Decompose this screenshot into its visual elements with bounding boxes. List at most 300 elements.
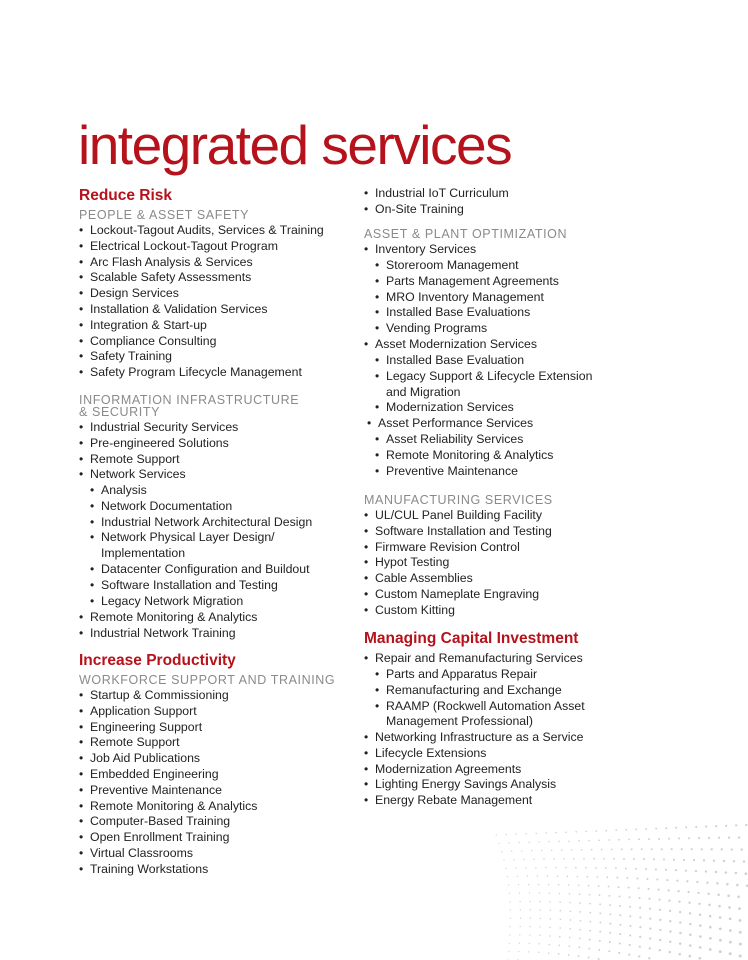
decorative-dot bbox=[719, 916, 722, 919]
decorative-dot bbox=[659, 939, 661, 941]
decorative-dot bbox=[658, 889, 660, 891]
decorative-dot bbox=[508, 884, 509, 885]
decorative-dot bbox=[559, 927, 561, 929]
decorative-dot bbox=[639, 936, 641, 938]
decorative-dot bbox=[629, 925, 631, 927]
list-item: • Industrial Network Training bbox=[90, 626, 236, 642]
decorative-dot bbox=[510, 909, 511, 910]
list-item: • Asset Modernization Services bbox=[375, 337, 537, 353]
decorative-dot bbox=[518, 884, 519, 885]
list-item: • Job Aid Publications bbox=[90, 751, 200, 767]
list-item: • RAAMP (Rockwell Automation Asset bbox=[386, 699, 585, 715]
decorative-dot bbox=[695, 826, 697, 828]
list-item: • Remote Monitoring & Analytics bbox=[386, 448, 553, 464]
decorative-dot bbox=[739, 943, 742, 946]
list-item: • Firmware Revision Control bbox=[375, 540, 520, 556]
decorative-dot bbox=[648, 957, 650, 959]
list-item: • MRO Inventory Management bbox=[386, 290, 544, 306]
decorative-dot bbox=[549, 944, 551, 946]
decorative-dot bbox=[618, 839, 620, 841]
decorative-dot bbox=[729, 941, 732, 944]
decorative-dot bbox=[678, 837, 680, 839]
decorative-dot bbox=[649, 937, 651, 939]
decorative-dot bbox=[578, 946, 580, 948]
decorative-dot bbox=[538, 841, 539, 842]
decorative-dot bbox=[693, 859, 695, 861]
decorative-dot bbox=[608, 886, 610, 888]
decorative-dot bbox=[609, 913, 611, 915]
list-item: and Migration bbox=[386, 384, 461, 399]
decorative-dot bbox=[548, 841, 549, 842]
decorative-dot bbox=[676, 880, 678, 882]
list-item: • Integration & Start-up bbox=[90, 318, 207, 334]
decorative-dot bbox=[626, 877, 628, 879]
decorative-dot bbox=[516, 834, 517, 835]
decorative-dot bbox=[619, 914, 621, 916]
decorative-dot bbox=[549, 901, 550, 902]
decorative-dot bbox=[560, 919, 562, 921]
decorative-dot bbox=[689, 934, 692, 937]
decorative-dot bbox=[669, 951, 671, 953]
decorative-dot bbox=[540, 909, 541, 910]
decorative-dot bbox=[530, 918, 531, 919]
decorative-dot bbox=[570, 919, 572, 921]
decorative-dot bbox=[725, 871, 727, 873]
decorative-dot bbox=[558, 884, 560, 886]
section-heading-reduce-risk: Reduce Risk bbox=[79, 187, 173, 204]
decorative-dot bbox=[729, 929, 732, 932]
decorative-dot bbox=[745, 824, 747, 826]
decorative-dot bbox=[583, 858, 585, 860]
list-item: • Inventory Services bbox=[375, 242, 476, 258]
decorative-dot bbox=[579, 938, 581, 940]
list-item: • Custom Kitting bbox=[375, 603, 455, 619]
decorative-dot bbox=[728, 906, 731, 909]
decorative-dot bbox=[629, 915, 631, 917]
decorative-dot bbox=[518, 842, 519, 843]
decorative-dot bbox=[520, 926, 521, 927]
list-item: • Legacy Support & Lifecycle Extension bbox=[386, 369, 592, 385]
decorative-dot bbox=[605, 830, 607, 832]
decorative-dot bbox=[568, 884, 570, 886]
decorative-dot bbox=[519, 901, 520, 902]
list-item: • Embedded Engineering bbox=[90, 767, 219, 783]
decorative-dot bbox=[696, 881, 698, 883]
list-item: • Installed Base Evaluation bbox=[386, 353, 524, 369]
decorative-dot bbox=[679, 953, 682, 956]
decorative-dot bbox=[526, 833, 527, 834]
list-item: • Networking Infrastructure as a Service bbox=[375, 730, 583, 746]
list-item: • Storeroom Management bbox=[386, 258, 519, 274]
decorative-dot bbox=[679, 942, 682, 945]
decorative-dot bbox=[549, 892, 550, 893]
decorative-dot bbox=[563, 858, 565, 860]
decorative-dot bbox=[508, 951, 509, 952]
decorative-dot bbox=[619, 905, 621, 907]
decorative-dot bbox=[531, 850, 532, 851]
list-item: • Custom Nameplate Engraving bbox=[375, 587, 539, 603]
list-item: • Remanufacturing and Exchange bbox=[386, 683, 562, 699]
decorative-dot bbox=[589, 912, 591, 914]
decorative-dot bbox=[569, 937, 571, 939]
decorative-dot bbox=[548, 884, 549, 885]
decorative-dot bbox=[573, 858, 575, 860]
decorative-dot bbox=[719, 927, 722, 930]
decorative-dot bbox=[645, 828, 647, 830]
decorative-dot bbox=[619, 942, 621, 944]
decorative-dot bbox=[628, 954, 630, 956]
decorative-dot bbox=[675, 869, 677, 871]
decorative-dot bbox=[529, 943, 530, 944]
decorative-dot bbox=[697, 892, 699, 894]
decorative-dot bbox=[669, 910, 671, 912]
list-item: • Preventive Maintenance bbox=[90, 783, 222, 799]
decorative-dot bbox=[513, 859, 514, 860]
decorative-dot bbox=[719, 950, 722, 953]
decorative-dot bbox=[625, 868, 627, 870]
decorative-dot bbox=[668, 838, 670, 840]
decorative-dot bbox=[673, 859, 675, 861]
decorative-dot bbox=[538, 884, 539, 885]
subheading-workforce-support: WORKFORCE SUPPORT AND TRAINING bbox=[79, 673, 336, 687]
decorative-dot bbox=[681, 848, 683, 850]
decorative-dot bbox=[588, 885, 590, 887]
decorative-dot bbox=[589, 903, 591, 905]
decorative-dot bbox=[685, 870, 687, 872]
subheading-people-asset-safety: PEOPLE & ASSET SAFETY bbox=[79, 208, 250, 222]
decorative-dot bbox=[663, 858, 665, 860]
decorative-dot bbox=[553, 858, 554, 859]
list-item: • Remote Support bbox=[90, 452, 180, 468]
list-item: Implementation bbox=[101, 546, 186, 561]
decorative-dot bbox=[738, 836, 740, 838]
decorative-dot bbox=[588, 840, 590, 842]
decorative-dot bbox=[658, 899, 660, 901]
decorative-dot bbox=[539, 935, 540, 936]
decorative-dot bbox=[509, 893, 510, 894]
decorative-dot bbox=[501, 851, 502, 852]
decorative-dot bbox=[639, 946, 641, 948]
decorative-dot bbox=[636, 878, 638, 880]
decorative-dot bbox=[709, 915, 712, 918]
decorative-dot bbox=[699, 946, 702, 949]
decorative-dot bbox=[601, 849, 603, 851]
decorative-dot bbox=[599, 903, 601, 905]
list-item: • Hypot Testing bbox=[375, 555, 449, 571]
decorative-dot bbox=[721, 848, 723, 850]
section-heading-increase-productivity: Increase Productivity bbox=[79, 652, 236, 669]
decorative-dot bbox=[707, 893, 709, 895]
decorative-dot bbox=[590, 921, 592, 923]
decorative-dot bbox=[523, 859, 524, 860]
decorative-dot bbox=[569, 902, 571, 904]
decorative-dot bbox=[703, 859, 705, 861]
decorative-dot bbox=[669, 930, 671, 932]
decorative-dot bbox=[688, 837, 690, 839]
decorative-dot bbox=[530, 909, 531, 910]
list-item: • Virtual Classrooms bbox=[90, 846, 193, 862]
list-item: • Modernization Services bbox=[386, 400, 514, 416]
decorative-dot bbox=[625, 829, 627, 831]
decorative-dot bbox=[499, 843, 500, 844]
decorative-dot bbox=[739, 955, 742, 958]
list-item: • Repair and Remanufacturing Services bbox=[375, 651, 583, 667]
section-heading-managing-capital: Managing Capital Investment bbox=[364, 630, 579, 647]
subheading-information-infrastructure: INFORMATION INFRASTRUCTURE bbox=[79, 393, 300, 407]
decorative-dot bbox=[731, 848, 733, 850]
decorative-dot bbox=[527, 876, 528, 877]
decorative-dot bbox=[598, 885, 600, 887]
decorative-dot bbox=[575, 867, 577, 869]
list-item: • Lockout-Tagout Audits, Services & Training bbox=[90, 223, 324, 239]
decorative-dot bbox=[585, 867, 587, 869]
decorative-dot bbox=[709, 937, 712, 940]
page-title: integrated services bbox=[78, 114, 512, 176]
decorative-dot bbox=[713, 860, 715, 862]
decorative-dot bbox=[735, 872, 737, 874]
decorative-dot bbox=[568, 840, 570, 842]
decorative-dot bbox=[559, 901, 561, 903]
list-item: • Electrical Lockout-Tagout Program bbox=[90, 239, 278, 255]
decorative-dot bbox=[738, 907, 741, 910]
decorative-dot bbox=[585, 831, 587, 833]
list-item: • Legacy Network Migration bbox=[101, 594, 243, 610]
decorative-dot bbox=[655, 828, 657, 830]
decorative-dot bbox=[541, 850, 542, 851]
decorative-dot bbox=[679, 921, 681, 923]
decorative-dot bbox=[558, 953, 560, 955]
decorative-dot bbox=[668, 899, 670, 901]
decorative-dot bbox=[716, 882, 718, 884]
list-item: • Safety Training bbox=[90, 349, 172, 365]
decorative-dot bbox=[517, 876, 518, 877]
list-item: • Datacenter Configuration and Buildout bbox=[101, 562, 310, 578]
decorative-dot bbox=[623, 858, 625, 860]
decorative-dot bbox=[645, 868, 647, 870]
decorative-dot bbox=[545, 867, 546, 868]
decorative-dot bbox=[561, 849, 563, 851]
decorative-dot bbox=[579, 911, 581, 913]
decorative-dot bbox=[658, 838, 660, 840]
decorative-dot bbox=[688, 955, 691, 958]
decorative-dot bbox=[719, 939, 722, 942]
decorative-dot bbox=[611, 849, 613, 851]
decorative-dot bbox=[709, 948, 712, 951]
decorative-dot bbox=[496, 834, 497, 835]
decorative-dot bbox=[519, 934, 520, 935]
decorative-dot bbox=[618, 886, 620, 888]
list-item: • Software Installation and Testing bbox=[375, 524, 552, 540]
decorative-dot bbox=[519, 892, 520, 893]
decorative-dot bbox=[579, 902, 581, 904]
list-item: • Industrial Security Services bbox=[90, 420, 238, 436]
decorative-dot bbox=[589, 930, 591, 932]
decorative-dot bbox=[568, 945, 570, 947]
decorative-dot-pattern bbox=[488, 810, 748, 960]
decorative-dot bbox=[705, 870, 707, 872]
list-item: • Engineering Support bbox=[90, 720, 202, 736]
decorative-dot bbox=[745, 872, 748, 875]
decorative-dot bbox=[578, 884, 580, 886]
decorative-dot bbox=[511, 851, 512, 852]
decorative-dot bbox=[683, 859, 685, 861]
decorative-dot bbox=[671, 848, 673, 850]
decorative-dot bbox=[597, 876, 599, 878]
decorative-dot bbox=[599, 940, 601, 942]
decorative-dot bbox=[605, 867, 607, 869]
decorative-dot bbox=[736, 884, 739, 887]
decorative-dot bbox=[539, 901, 540, 902]
decorative-dot bbox=[621, 848, 623, 850]
decorative-dot bbox=[727, 895, 730, 898]
decorative-dot bbox=[580, 920, 582, 922]
decorative-dot bbox=[739, 931, 742, 934]
decorative-dot bbox=[638, 955, 640, 957]
decorative-dot bbox=[589, 939, 591, 941]
list-item: • UL/CUL Panel Building Facility bbox=[375, 508, 542, 524]
decorative-dot bbox=[569, 928, 571, 930]
decorative-dot bbox=[708, 837, 710, 839]
list-item: • Network Documentation bbox=[101, 499, 232, 515]
decorative-dot bbox=[659, 949, 661, 951]
decorative-dot bbox=[529, 901, 530, 902]
decorative-dot bbox=[668, 889, 670, 891]
decorative-dot bbox=[711, 848, 713, 850]
decorative-dot bbox=[659, 919, 661, 921]
decorative-dot bbox=[557, 875, 559, 877]
list-item: • Compliance Consulting bbox=[90, 334, 216, 350]
decorative-dot bbox=[649, 908, 651, 910]
decorative-dot bbox=[695, 870, 697, 872]
decorative-dot bbox=[550, 918, 552, 920]
decorative-dot bbox=[533, 859, 534, 860]
decorative-dot bbox=[529, 934, 530, 935]
decorative-dot bbox=[633, 858, 635, 860]
decorative-dot bbox=[559, 936, 561, 938]
list-item: • Safety Program Lifecycle Management bbox=[90, 365, 302, 381]
decorative-dot bbox=[579, 893, 581, 895]
list-item: • Asset Reliability Services bbox=[386, 432, 523, 448]
decorative-dot bbox=[635, 868, 637, 870]
decorative-dot bbox=[698, 837, 700, 839]
decorative-dot bbox=[677, 890, 679, 892]
decorative-dot bbox=[638, 838, 640, 840]
list-item: • Parts and Apparatus Repair bbox=[386, 667, 537, 683]
list-item: • Asset Performance Services bbox=[378, 416, 533, 432]
list-item: • Industrial IoT Curriculum bbox=[375, 186, 509, 202]
decorative-dot bbox=[679, 932, 681, 934]
decorative-dot bbox=[735, 824, 737, 826]
decorative-dot bbox=[619, 933, 621, 935]
decorative-dot bbox=[646, 878, 648, 880]
decorative-dot bbox=[699, 924, 702, 927]
decorative-dot bbox=[569, 910, 571, 912]
decorative-dot bbox=[515, 867, 516, 868]
list-item: • Scalable Safety Assessments bbox=[90, 270, 251, 286]
decorative-dot bbox=[558, 944, 560, 946]
decorative-dot bbox=[530, 926, 531, 927]
decorative-dot bbox=[729, 918, 732, 921]
decorative-dot bbox=[609, 895, 611, 897]
decorative-dot bbox=[608, 839, 610, 841]
list-item: • Energy Rebate Management bbox=[375, 793, 532, 809]
decorative-dot bbox=[639, 907, 641, 909]
decorative-dot bbox=[539, 892, 540, 893]
decorative-dot bbox=[659, 909, 661, 911]
decorative-dot bbox=[510, 926, 511, 927]
decorative-dot bbox=[619, 924, 621, 926]
decorative-dot bbox=[678, 900, 680, 902]
decorative-dot bbox=[718, 837, 720, 839]
decorative-dot bbox=[609, 941, 611, 943]
decorative-dot bbox=[579, 929, 581, 931]
decorative-dot bbox=[598, 949, 600, 951]
decorative-dot bbox=[666, 879, 668, 881]
decorative-dot bbox=[560, 910, 562, 912]
decorative-dot bbox=[565, 831, 567, 833]
decorative-dot bbox=[505, 868, 506, 869]
decorative-dot bbox=[599, 922, 601, 924]
decorative-dot bbox=[691, 848, 693, 850]
decorative-dot bbox=[649, 927, 651, 929]
decorative-dot bbox=[659, 929, 661, 931]
list-item: • Cable Assemblies bbox=[375, 571, 473, 587]
decorative-dot bbox=[588, 948, 590, 950]
decorative-dot bbox=[528, 842, 529, 843]
decorative-dot bbox=[741, 848, 743, 850]
decorative-dot bbox=[521, 850, 522, 851]
decorative-dot bbox=[545, 832, 546, 833]
decorative-dot bbox=[689, 912, 691, 914]
decorative-dot bbox=[520, 918, 521, 919]
list-item: • Analysis bbox=[101, 483, 147, 499]
decorative-dot bbox=[628, 839, 630, 841]
decorative-dot bbox=[587, 876, 589, 878]
decorative-dot bbox=[588, 957, 590, 959]
decorative-dot bbox=[709, 926, 712, 929]
list-item: • Training Workstations bbox=[90, 862, 208, 878]
decorative-dot bbox=[718, 905, 721, 908]
decorative-dot bbox=[550, 910, 551, 911]
decorative-dot bbox=[559, 893, 561, 895]
list-item: • Pre-engineered Solutions bbox=[90, 436, 229, 452]
decorative-dot bbox=[675, 827, 677, 829]
list-item: • Lifecycle Extensions bbox=[375, 746, 486, 762]
decorative-dot bbox=[729, 952, 732, 955]
decorative-dot bbox=[558, 841, 559, 842]
decorative-dot bbox=[615, 829, 617, 831]
list-item: • Installed Base Evaluations bbox=[386, 305, 530, 321]
decorative-dot bbox=[507, 876, 508, 877]
decorative-dot bbox=[653, 858, 655, 860]
decorative-dot bbox=[537, 875, 538, 876]
decorative-dot bbox=[689, 944, 692, 947]
decorative-dot bbox=[540, 918, 541, 919]
decorative-dot bbox=[571, 849, 573, 851]
decorative-dot bbox=[629, 906, 631, 908]
decorative-dot bbox=[510, 918, 511, 919]
decorative-dot bbox=[631, 848, 633, 850]
decorative-dot bbox=[569, 893, 571, 895]
decorative-dot bbox=[639, 926, 641, 928]
decorative-dot bbox=[607, 876, 609, 878]
decorative-dot bbox=[549, 935, 551, 937]
decorative-dot bbox=[649, 947, 651, 949]
subheading-manufacturing-services: MANUFACTURING SERVICES bbox=[364, 493, 553, 507]
decorative-dot bbox=[535, 867, 536, 868]
list-item: • Application Support bbox=[90, 704, 197, 720]
list-item: • Software Installation and Testing bbox=[101, 578, 278, 594]
